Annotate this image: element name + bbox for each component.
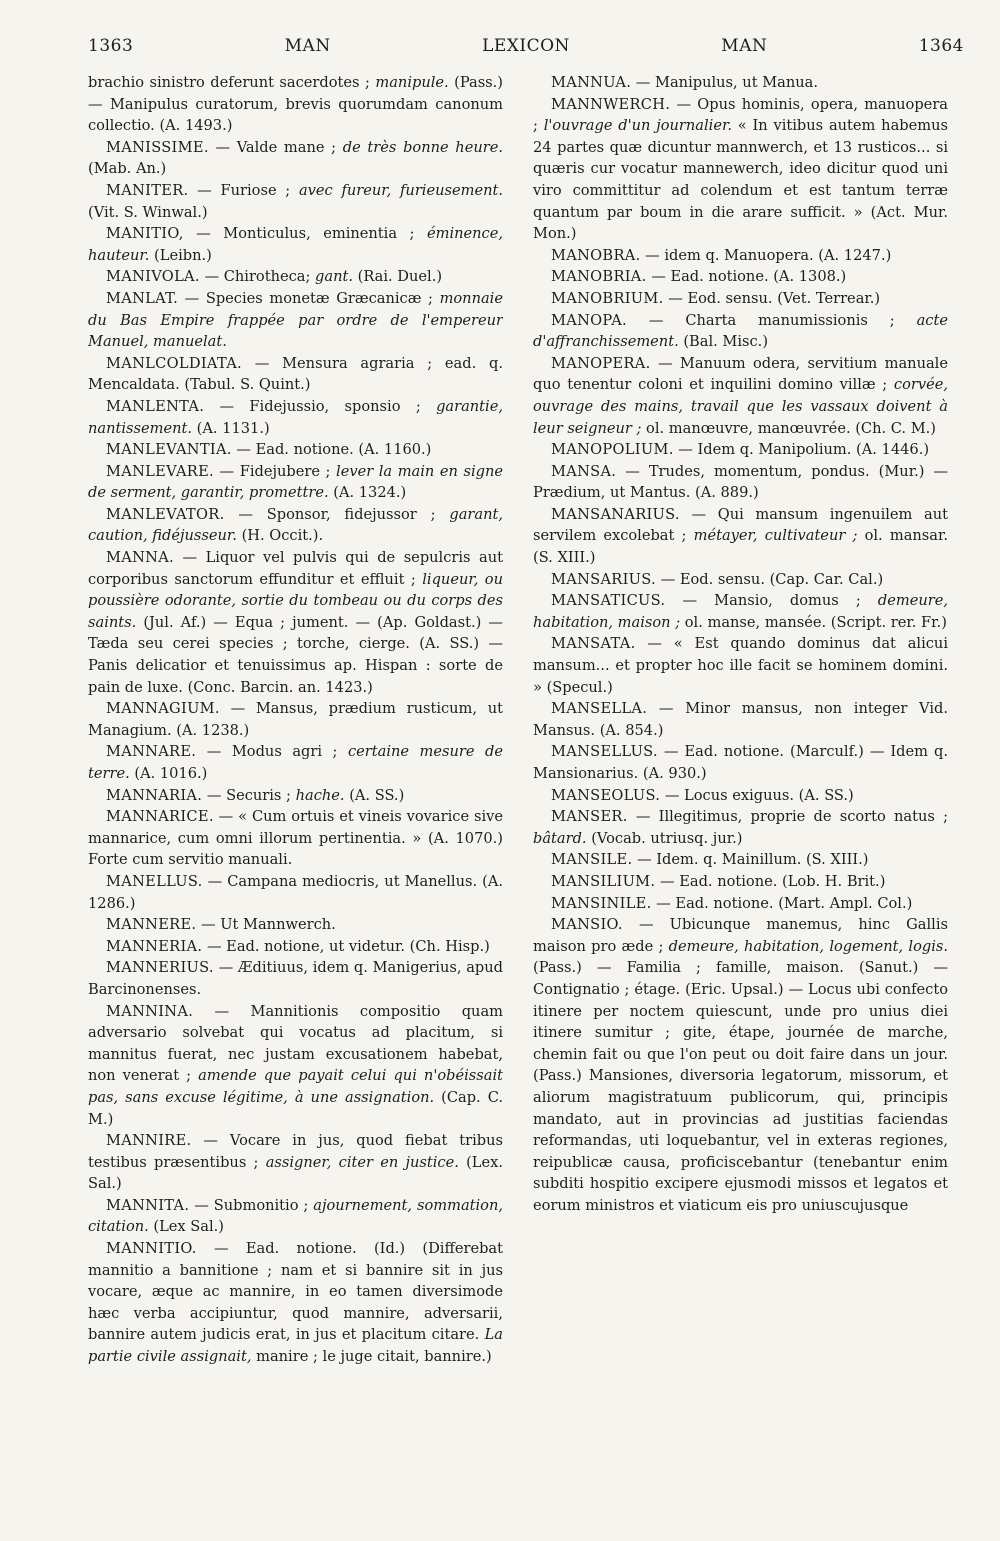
entry-source: (Vit. S. Winwal.) (88, 203, 208, 221)
entry-definition: brachio sinistro deferunt sacerdotes ; (88, 74, 376, 91)
entry-translation: lever la main en signe de serment, garantir, promettre. (88, 462, 503, 502)
entry-headword: MANOPOLIUM. (551, 441, 674, 459)
entry-translation: acte d'affranchissement. (533, 311, 948, 351)
dictionary-entry (88, 957, 503, 1000)
entry-definition: — Furiose ; (188, 181, 299, 199)
entry-headword: MANLCOLDIATA. (106, 354, 242, 372)
entry-headword: MANNARE. (106, 743, 197, 761)
entry-source: (A. 1131.) (192, 419, 270, 437)
entry-definition: — Ut Mannwerch. (196, 916, 336, 934)
entry-translation: amende que payait celui qui n'obéissait pas, sans excuse légitime, à une assignation. (88, 1067, 503, 1106)
dictionary-entry (88, 741, 503, 784)
entry-translation: gant. (315, 268, 353, 286)
entry-definition: — Mansio, domus ; (665, 592, 878, 610)
entry-definition: — Idem q. Manipolium. (A. 1446.) (673, 441, 930, 459)
entry-headword: MANLEVANTIA. (106, 441, 232, 459)
entry-headword: MANNERIUS. (106, 959, 214, 977)
entry-headword: MANSINILE. (551, 894, 652, 912)
entry-translation: hache. (295, 786, 345, 804)
dictionary-entry (88, 936, 503, 958)
entry-headword: MANNARICE. (106, 808, 214, 826)
entry-definition: — Charta manumissionis ; (626, 311, 917, 329)
dictionary-entry (533, 785, 948, 807)
entry-definition: — Opus hominis, opera, manuopera ; (533, 95, 948, 135)
entry-headword: MANNAGIUM. (106, 700, 220, 718)
entry-headword: MANNWERCH. (551, 95, 671, 113)
dictionary-entry (88, 72, 503, 137)
dictionary-entry (533, 353, 948, 439)
entry-definition: — Fidejubere ; (213, 462, 337, 480)
entry-definition: — Ubicunque manemus, hinc Gallis maison pro æde ; (533, 916, 948, 955)
dictionary-entry (88, 914, 503, 936)
entry-definition: — Monticulus, eminentia ; (183, 225, 427, 243)
dictionary-entry (88, 504, 503, 547)
entry-definition: — idem q. Manuopera. (A. 1247.) (640, 246, 892, 264)
entry-definition: — Ead. notione. (Id.) (Differebat mannitio a bannitione ; nam et si bannire sit in jus vocare, æque ac mannire, in eo tamen diversimode hæc verba accipiuntur, quod mannire, adversarii, bannire autem judicis erat, in jus et placitum citare. (88, 1240, 503, 1344)
dictionary-entry (88, 137, 503, 180)
entry-definition: — Submonitio ; (189, 1196, 314, 1214)
entry-translation: manipule. (375, 74, 449, 91)
entry-definition: — Chirotheca; (199, 268, 316, 286)
entry-translation: demeure, habitation, logement, logis. (668, 937, 948, 955)
entry-source: (Jul. Af.) — Equa ; jument. — (Ap. Goldast.) — Tæda seu cerei species ; torche, cierge. (A. SS.) — Panis delicatior et tenuissimus ap. Hispan : sorte de pain de luxe. (Conc. Barcin. an. 1423.) (88, 613, 503, 696)
entry-headword: MANSARIUS. (551, 570, 656, 588)
entry-headword: MANOPA. (551, 311, 627, 329)
entry-definition: — Minor mansus, non integer Vid. Mansus. (A. 854.) (533, 700, 948, 739)
entry-source: (A. 1324.) (328, 484, 407, 502)
dictionary-entry (533, 893, 948, 915)
entry-definition: — Vocare in jus, quod fiebat tribus testibus præsentibus ; (88, 1132, 503, 1171)
entry-source: (Lex. Sal.) (88, 1153, 503, 1193)
entry-headword: MANSER. (551, 808, 628, 826)
entry-headword: MANNARIA. (106, 786, 203, 804)
dictionary-entry (88, 1130, 503, 1195)
dictionary-entry (533, 461, 948, 504)
entry-definition: — Species monetæ Græcanicæ ; (178, 289, 440, 307)
entry-headword: MANNITA. (106, 1196, 190, 1214)
entry-definition: — Securis ; (202, 786, 296, 804)
entry-definition: — Manuum odera, servitium manuale quo tenentur coloni et inquilini domino villæ ; (533, 354, 948, 394)
entry-translation: garant, caution, fidéjusseur. (88, 505, 503, 545)
right-column (533, 72, 948, 1501)
entry-headword: MANNERE. (106, 916, 197, 934)
entry-source: (Pass.) — Manipulus curatorum, brevis quorumdam canonum collectio. (A. 1493.) (88, 74, 503, 135)
entry-headword: MANSILIUM. (551, 872, 656, 890)
entry-headword: MANSEOLUS. (551, 786, 661, 804)
entry-translation: assigner, citer en justice. (265, 1153, 459, 1171)
entry-headword: MANSANARIUS. (551, 505, 680, 523)
entry-headword: MANNINA. (106, 1002, 194, 1020)
entry-translation: avec fureur, furieusement. (298, 181, 503, 199)
entry-definition: — Ead. notione. (Marculf.) — Idem q. Mansionarius. (A. 930.) (533, 743, 948, 782)
dictionary-entry (88, 439, 503, 461)
entry-source: (Cap. C. M.) (88, 1088, 503, 1128)
dictionary-entry (88, 288, 503, 353)
dictionary-entry (88, 1001, 503, 1131)
entry-definition: — Sponsor, fidejussor ; (224, 505, 450, 523)
entry-definition: — Æditiuus, idem q. Manigerius, apud Barcinonenses. (88, 959, 503, 998)
left-running-word: MAN (284, 36, 331, 56)
dictionary-entry (533, 849, 948, 871)
entry-definition: — Mansus, prædium rusticum, ut Managium. (A. 1238.) (88, 700, 503, 739)
entry-definition: — Modus agri ; (196, 743, 348, 761)
entry-headword: MANSATICUS. (551, 592, 666, 610)
dictionary-entry (533, 72, 948, 94)
entry-headword: MANNITIO. (106, 1240, 197, 1258)
entry-headword: MANIVOLA. (106, 268, 200, 286)
entry-source: (A. SS.) (344, 786, 405, 804)
dictionary-entry (88, 353, 503, 396)
entry-headword: MANOPERA. (551, 354, 651, 372)
entry-headword: MANSA. (551, 462, 617, 480)
entry-definition: — Eod. sensu. (Cap. Car. Cal.) (655, 570, 884, 588)
entry-source: « In vitibus autem habemus 24 partes quæ dicuntur mannwerch, et 13 rusticos... si quæris cur vocatur mannewerch, ideo dicitur quod uni viro committitur ad colendum et est tantum terræ quantum par boum in die arare sufficit. » (Act. Mur. Mon.) (533, 117, 948, 243)
dictionary-entry (88, 1238, 503, 1368)
dictionary-entry (88, 1195, 503, 1238)
entry-headword: MANELLUS. (106, 872, 203, 890)
entry-translation: bâtard. (533, 829, 587, 847)
entry-definition: — Ead. notione. (A. 1160.) (231, 441, 432, 459)
entry-translation: La partie civile assignait, (88, 1326, 503, 1366)
entry-headword: MANITIO, (106, 225, 184, 243)
entry-translation: corvée, ouvrage des mains, travail que les vassaux doivent à leur seigneur ; (533, 376, 948, 437)
entry-headword: MANNUA. (551, 74, 632, 91)
entry-headword: MANITER. (106, 181, 189, 199)
entry-headword: MANSATA. (551, 635, 636, 653)
entry-definition: — Manipulus, ut Manua. (631, 74, 818, 91)
right-running-word: MAN (721, 36, 768, 56)
entry-definition: — Illegitimus, proprie de scorto natus ; (627, 808, 948, 826)
entry-headword: MANLENTA. (106, 397, 205, 415)
entry-headword: MANOBRIUM. (551, 289, 664, 307)
entry-definition: — Eod. sensu. (Vet. Terrear.) (663, 289, 881, 307)
entry-source: ol. manœuvre, manœuvrée. (Ch. C. M.) (641, 419, 936, 437)
dictionary-entry (88, 223, 503, 266)
dictionary-entry (533, 871, 948, 893)
entry-headword: MANSIO. (551, 916, 623, 934)
entry-translation: l'ouvrage d'un journalier. (543, 117, 732, 135)
right-page-number: 1364 (918, 36, 964, 56)
entry-translation: certaine mesure de terre. (88, 743, 503, 782)
entry-translation: demeure, habitation, maison ; (533, 592, 948, 631)
dictionary-entry (533, 310, 948, 353)
entry-translation: liqueur, ou poussière odorante, sortie du tombeau ou du corps des saints. (88, 570, 503, 631)
dictionary-entry (533, 266, 948, 288)
entry-definition: — Locus exiguus. (A. SS.) (660, 786, 854, 804)
dictionary-entry (88, 698, 503, 741)
entry-definition: — Mensura agraria ; ead. q. Mencaldata. (Tabul. S. Quint.) (88, 354, 503, 394)
entry-definition: — « Cum ortuis et vineis vovarice sive mannarice, cum omni illorum pertinentia. » (A. 1070.) Forte cum servitio manuali. (88, 808, 503, 869)
dictionary-entry (533, 633, 948, 698)
entry-headword: MANSELLA. (551, 700, 648, 718)
entry-definition: — Ead. notione. (A. 1308.) (646, 268, 847, 286)
entry-definition: — Valde mane ; (208, 138, 343, 156)
entry-definition: — Fidejussio, sponsio ; (204, 397, 437, 415)
entry-source: (Bal. Misc.) (678, 333, 769, 351)
entry-headword: MANNERIA. (106, 937, 203, 955)
entry-source: ol. mansar. (S. XIII.) (533, 527, 948, 567)
dictionary-entry (88, 806, 503, 871)
entry-translation: ajournement, sommation, citation. (88, 1196, 503, 1236)
dictionary-entry (533, 590, 948, 633)
left-page-number: 1363 (88, 36, 134, 56)
dictionary-entry (88, 547, 503, 698)
running-title: LEXICON (482, 36, 570, 56)
entry-definition: — Trudes, momentum, pondus. (Mur.) — Prædium, ut Mantus. (A. 889.) (533, 462, 948, 502)
entry-headword: MANNA. (106, 549, 174, 567)
dictionary-entry (533, 569, 948, 591)
entry-source: (Vocab. utriusq. jur.) (586, 829, 743, 847)
dictionary-entry (88, 785, 503, 807)
entry-definition: — Ead. notione. (Lob. H. Brit.) (655, 872, 886, 890)
dictionary-entry (88, 396, 503, 439)
entry-definition: — « Est quando dominus dat alicui mansum... et propter hoc ille facit se hominem domini. » (Specul.) (533, 635, 948, 696)
entry-headword: MANNIRE. (106, 1132, 192, 1150)
entry-source: (H. Occit.). (236, 527, 324, 545)
entry-source: (Lex Sal.) (148, 1218, 224, 1236)
entry-translation: de très bonne heure. (342, 138, 503, 156)
entry-source: manire ; le juge citait, bannire.) (251, 1348, 492, 1366)
dictionary-entry (533, 741, 948, 784)
entry-headword: MANLEVATOR. (106, 505, 225, 523)
entry-definition: — Qui mansum ingenuilem aut servilem excolebat ; (533, 505, 948, 545)
dictionary-entry (533, 504, 948, 569)
dictionary-entry (533, 698, 948, 741)
entry-source: ol. manse, mansée. (Script. rer. Fr.) (680, 613, 947, 631)
entry-headword: MANSELLUS. (551, 743, 658, 761)
dictionary-entry (88, 266, 503, 288)
entry-headword: MANSILE. (551, 851, 633, 869)
entry-definition: — Mannitionis compositio quam adversario solvebat qui vocatus ad placitum, si mannitus fuerat, nec justam excusationem habebat, non venerat ; (88, 1002, 503, 1085)
entry-translation: éminence, hauteur. (88, 225, 503, 264)
entry-definition: — Liquor vel pulvis qui de sepulcris aut corporibus sanctorum effunditur et effluit ; (88, 549, 503, 588)
entry-source: (A. 1016.) (129, 765, 208, 782)
left-column (88, 72, 503, 1501)
entry-definition: — Ead. notione. (Mart. Ampl. Col.) (651, 894, 913, 912)
entry-headword: MANOBRIA. (551, 268, 647, 286)
entry-translation: métayer, cultivateur ; (693, 527, 858, 545)
dictionary-entry (88, 180, 503, 223)
entry-definition: — Campana mediocris, ut Manellus. (A. 1286.) (88, 872, 503, 912)
dictionary-entry (88, 871, 503, 914)
entry-source: (Pass.) — Familia ; famille, maison. (Sanut.) — Contignatio ; étage. (Eric. Upsal.) — Locus ubi confecto itinere per noctem quiescunt, unde pro unius diei itinere sumitur ; gite, étape, journée de marche, chemin fait ou que l'on peut ou doit faire dans un jour. (Pass.) Mansiones, diversoria legatorum, missorum, et aliorum magistratuum publicorum, qui, principis mandato, aut in provincias ad justitias faciendas reformandas, uti loquebantur, vel in exteras regiones, reipublicæ causa, proficiscebantur (tenebantur enim subditi hospitio excipere ejusmodi missos et legatos et eorum ministros et viaticum eis pro uniuscujusque (533, 959, 948, 1214)
entry-headword: MANOBRA. (551, 246, 641, 264)
entry-translation: garantie, nantissement. (88, 397, 503, 437)
entry-headword: MANLEVARE. (106, 462, 214, 480)
page-header (88, 36, 964, 62)
dictionary-entry (533, 94, 948, 245)
entry-headword: MANISSIME. (106, 138, 209, 156)
entry-headword: MANLAT. (106, 289, 179, 307)
entry-source: (Rai. Duel.) (353, 268, 443, 286)
entry-definition: — Ead. notione, ut videtur. (Ch. Hisp.) (202, 937, 490, 955)
entry-translation: monnaie du Bas Empire frappée par ordre de l'empereur Manuel, manuelat. (88, 289, 503, 351)
dictionary-entry (88, 461, 503, 504)
entry-definition: — Idem. q. Mainillum. (S. XIII.) (632, 851, 869, 869)
text-columns (88, 72, 948, 1501)
dictionary-entry (533, 245, 948, 267)
dictionary-entry (533, 288, 948, 310)
dictionary-entry (533, 914, 948, 1216)
dictionary-entry (533, 806, 948, 849)
entry-source: (Mab. An.) (88, 160, 167, 178)
dictionary-entry (533, 439, 948, 461)
entry-source: (Leibn.) (149, 246, 212, 264)
